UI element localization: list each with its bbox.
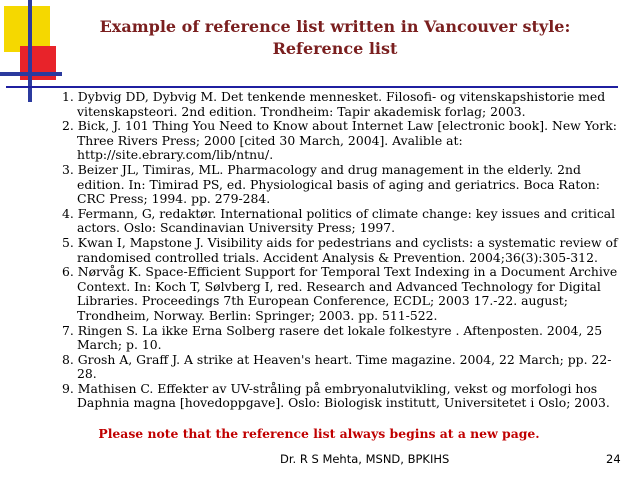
reference-item: 8. Grosh A, Graff J. A strike at Heaven's heart. Time magazine. 2004, 22 March; pp. 22-28.	[62, 351, 612, 382]
reference-item: 6. Nørvåg K. Space-Efficient Support for Temporal Text Indexing in a Document Archive Context. In: Koch T, Sølvberg I, red. Research and Advanced Technology for Digital Libraries. Proceedings 7th European Conference, ECDL; 2003 17.-22. august; Trondheim, Norway. Berlin: Springer; 2003. pp. 511-522.	[62, 264, 618, 323]
reference-item: 3. Beizer JL, Timiras, ML. Pharmacology and drug management in the elderly. 2nd edition. In: Timirad PS, ed. Physiological basis of aging and geriatrics. Boca Raton: CRC Press; 1994. pp. 279-284.	[62, 161, 600, 207]
slide-title-line-2: Reference list	[272, 39, 398, 58]
slide-title	[70, 16, 600, 60]
reference-item: 2. Bick, J. 101 Thing You Need to Know about Internet Law [electronic book]. New York: Three Rivers Press; 2000 [cited 30 March, 2004]. Avalible at: http://site.ebrary.com/lib/ntnu/.	[62, 118, 617, 163]
slide-title-line-1: Example of reference list written in Vancouver style:	[99, 17, 571, 36]
reference-item: 5. Kwan I, Mapstone J. Visibility aids for pedestrians and cyclists: a systematic review of randomised controlled trials. Accident Analysis & Prevention. 2004;36(3):305-312.	[62, 234, 618, 265]
footer-author: Dr. R S Mehta, MSND, BPKIHS	[280, 452, 450, 466]
reference-item: 9. Mathisen C. Effekter av UV-stråling på embryonalutvikling, vekst og morfologi hos Daphnia magna [hovedoppgave]. Oslo: Biologisk institutt, Universitetet i Oslo; 2003.	[62, 380, 610, 411]
reference-list	[62, 90, 622, 411]
corner-decoration	[0, 0, 64, 104]
reference-item: 1. Dybvig DD, Dybvig M. Det tenkende mennesket. Filosofi- og vitenskapshistorie med vitenskapsteori. 2nd edition. Trondheim: Tapir akademisk forlag; 2003.	[62, 89, 606, 119]
title-divider	[6, 86, 618, 88]
reference-item: 4. Fermann, G, redaktør. International politics of climate change: key issues and critical actors. Oslo: Scandinavian University Press; 1997.	[62, 205, 616, 236]
page-number: 24	[606, 452, 621, 466]
reference-item: 7. Ringen S. La ikke Erna Solberg rasere det lokale folkestyre . Aftenposten. 2004, 25 March; p. 10.	[62, 322, 603, 353]
reference-note: Please note that the reference list always begins at a new page.	[98, 426, 540, 441]
